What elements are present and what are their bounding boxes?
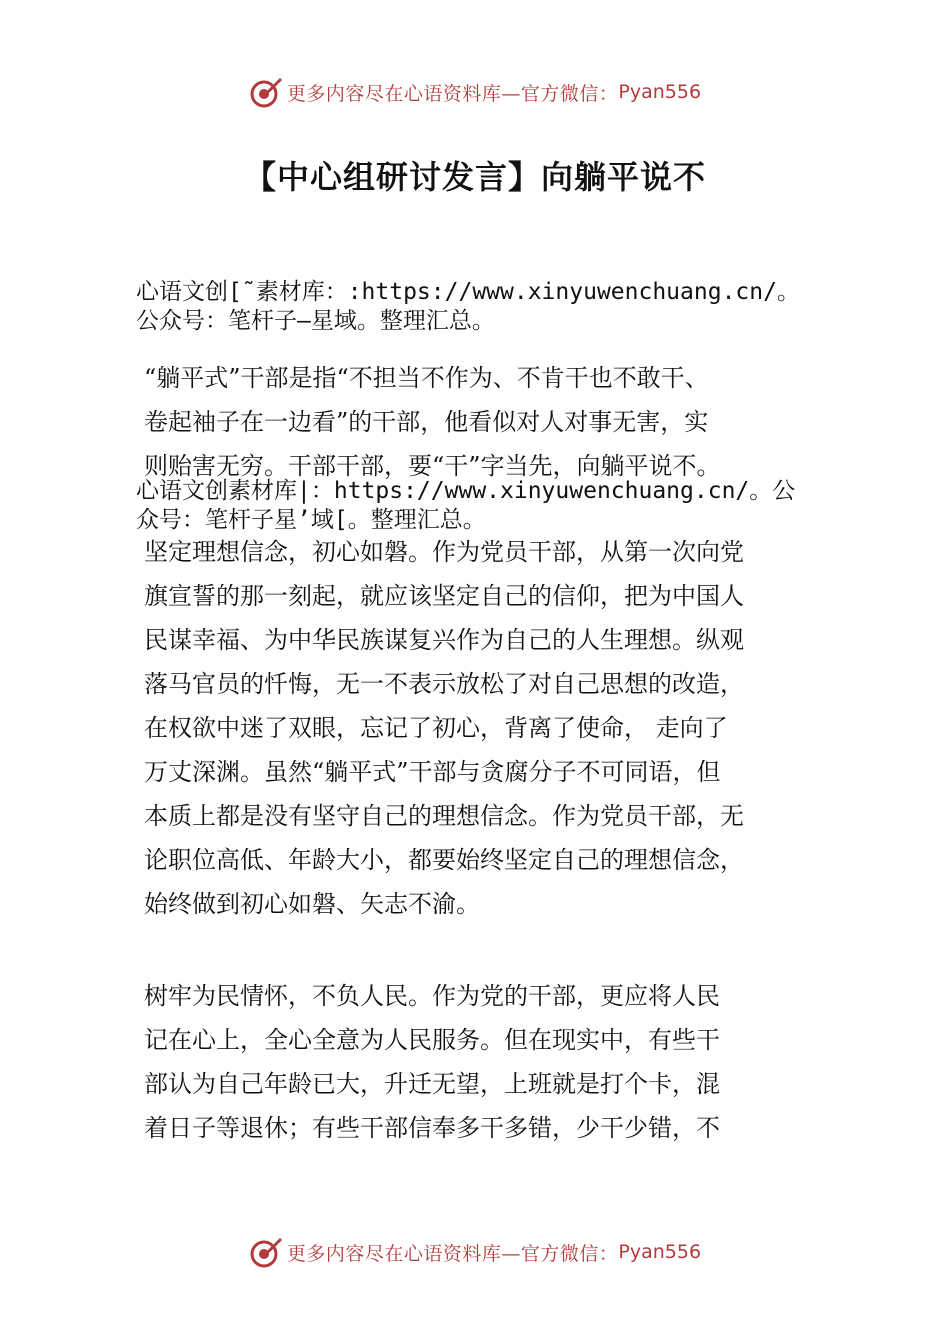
header-wechat-id: Pyan556 (618, 81, 702, 103)
footer-banner (0, 1232, 950, 1272)
header-banner-text: 更多内容尽在心语资料库—官方微信： (286, 82, 619, 105)
header-banner (0, 72, 950, 112)
paragraph-line: 卷起袖子在一边看”的干部，他看似对人对事无害，实 (144, 408, 709, 436)
paragraph-intro (144, 356, 844, 488)
paragraph-people (144, 974, 844, 1150)
source-note-line: 众号：笔杆子星’域[。整理汇总。 (136, 507, 486, 533)
source-note-2 (136, 477, 836, 535)
paragraph-line: 始终做到初心如磐、矢志不渝。 (144, 890, 480, 918)
pen-logo-icon (249, 75, 283, 109)
source-note-line: 心语文创素材库|：https://www.xinyuwenchuang.cn/。公 (136, 478, 796, 504)
paragraph-line: 部认为自己年龄已大，升迁无望，上班就是打个卡，混 (144, 1070, 720, 1098)
paragraph-line: 论职位高低、年龄大小，都要始终坚定自己的理想信念， (144, 846, 744, 874)
source-note-line: 公众号：笔杆子—星域。整理汇总。 (136, 308, 495, 334)
paragraph-line: 着日子等退休；有些干部信奉多干多错，少干少错，不 (144, 1114, 720, 1142)
paragraph-ideals (144, 530, 844, 926)
paragraph-line: 本质上都是没有坚守自己的理想信念。作为党员干部，无 (144, 802, 744, 830)
paragraph-line: “躺平式”干部是指“不担当不作为、不肯干也不敢干、 (144, 364, 709, 392)
source-note-line: 心语文创[˜素材库：:https://www.xinyuwenchuang.cn/。 (136, 279, 800, 305)
paragraph-line: 记在心上，全心全意为人民服务。但在现实中，有些干 (144, 1026, 720, 1054)
paragraph-line: 民谋幸福、为中华民族谋复兴作为自己的人生理想。纵观 (144, 626, 744, 654)
paragraph-line: 在权欲中迷了双眼，忘记了初心，背离了使命， 走向了 (144, 714, 728, 742)
footer-wechat-id: Pyan556 (618, 1241, 702, 1263)
paragraph-line: 落马官员的忏悔，无一不表示放松了对自己思想的改造， (144, 670, 744, 698)
footer-banner-text: 更多内容尽在心语资料库—官方微信： (286, 1242, 619, 1265)
paragraph-line: 万丈深渊。虽然“躺平式”干部与贪腐分子不可同语，但 (144, 758, 721, 786)
paragraph-line: 旗宣誓的那一刻起，就应该坚定自己的信仰，把为中国人 (144, 582, 744, 610)
document-title: 【中心组研讨发言】向躺平说不 (243, 158, 706, 196)
source-note-1 (136, 278, 836, 336)
pen-logo-icon (249, 1235, 283, 1269)
paragraph-line: 树牢为民情怀，不负人民。作为党的干部，更应将人民 (144, 982, 720, 1010)
paragraph-line: 则贻害无穷。干部干部，要“干”字当先，向躺平说不。 (144, 452, 721, 480)
paragraph-line: 坚定理想信念，初心如磐。作为党员干部，从第一次向党 (144, 538, 744, 566)
